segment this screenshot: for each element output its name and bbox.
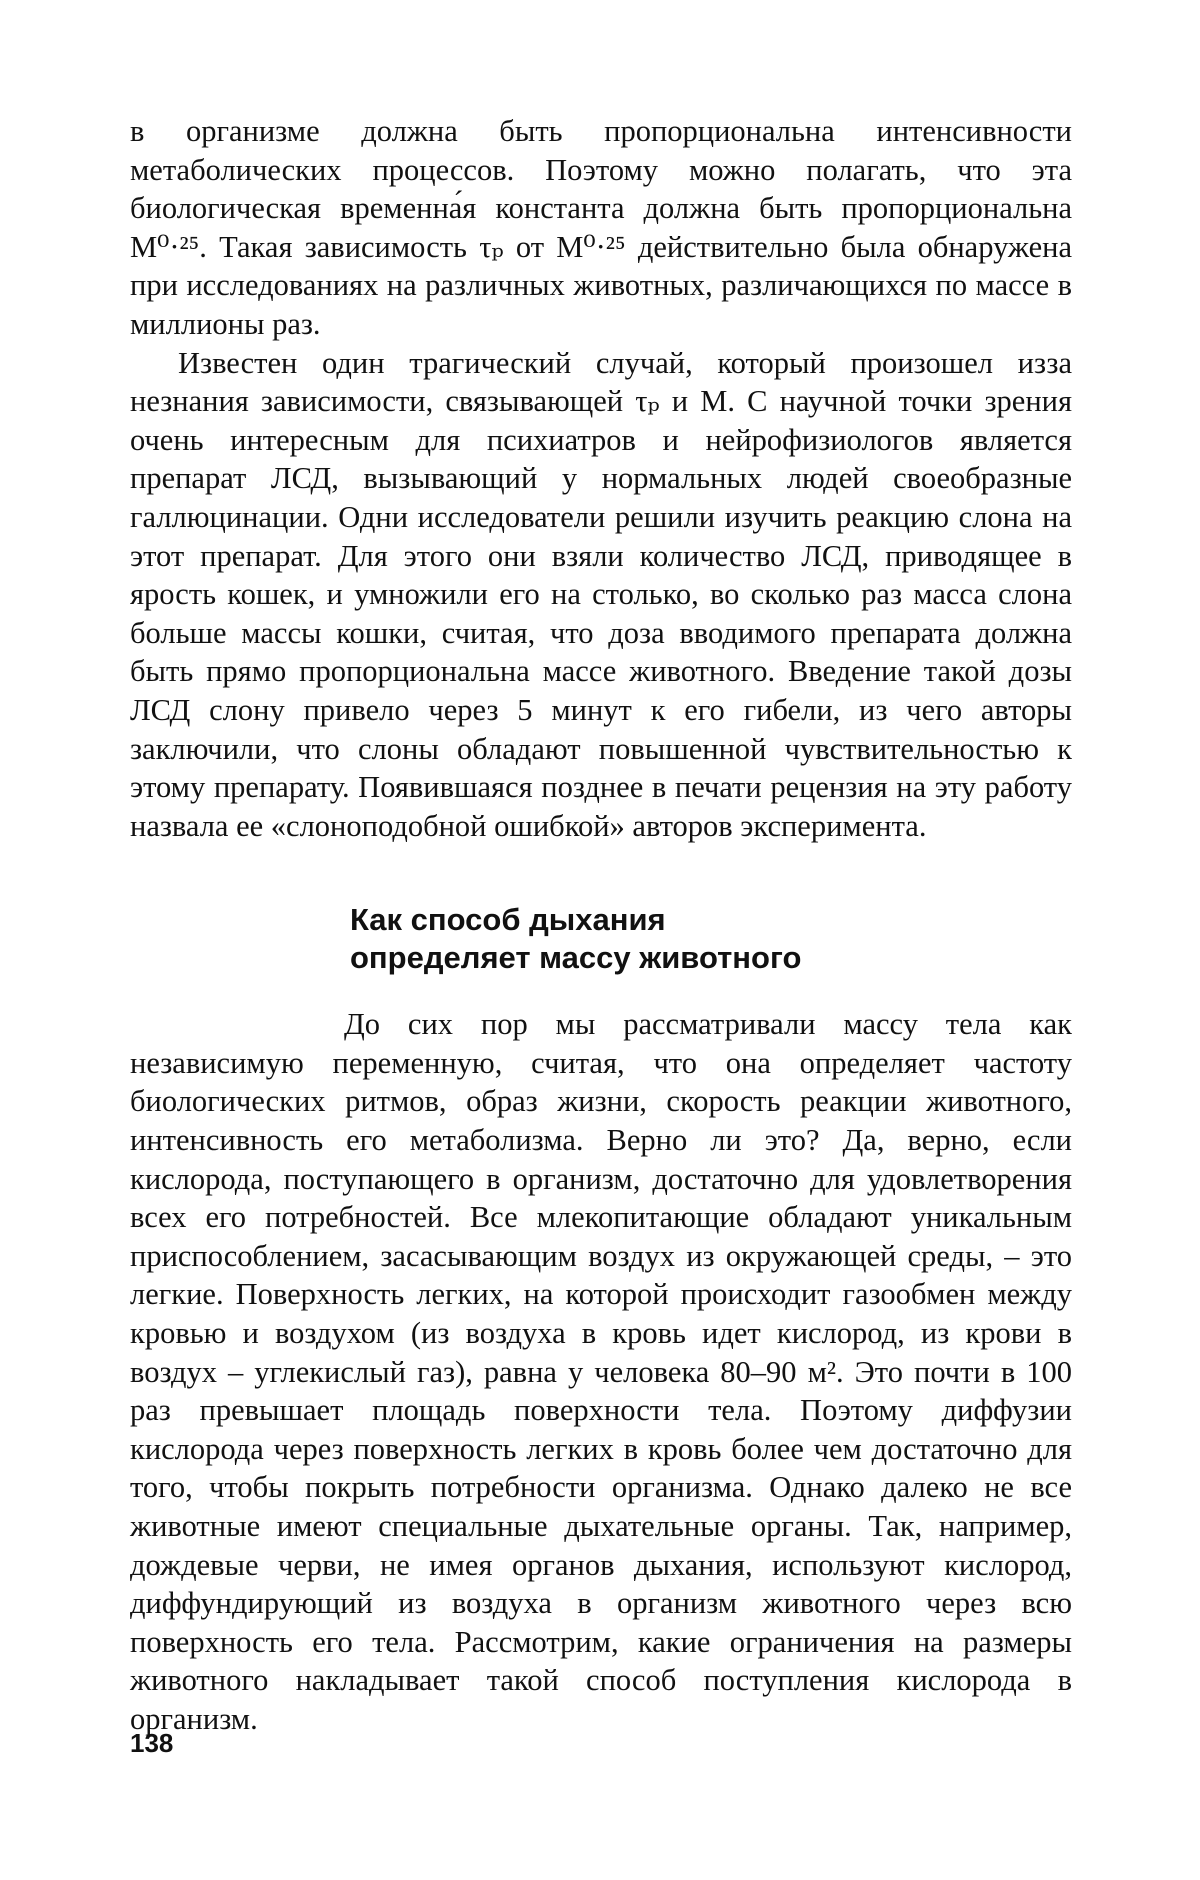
book-page — [130, 112, 1072, 1739]
paragraph-2: Известен один трагический случай, который произошел изза незнания зависимости, связывающей τₚ и M. С научной точки зрения очень интересным для психиатров и нейрофизиологов является препарат ЛСД, вызывающий у нормальных людей своеобразные галлюцинации. Одни исследователи решили изучить реакцию слона на этот препарат. Для этого они взяли количество ЛСД, приводящее в ярость кошек, и умножили его на столько, во сколько раз масса слона больше массы кошки, считая, что доза вводимого препарата должна быть прямо пропорциональна массе животного. Введение такой дозы ЛСД слону привело через 5 минут к его гибели, из чего авторы заключили, что слоны обладают повышенной чувствительностью к этому препарату. Появившаяся позднее в печати рецензия на эту работу назвала ее «слоноподобной ошибкой» авторов эксперимента. — [130, 345, 1072, 843]
section-paragraph-text: До сих пор мы рассматривали массу тела как независимую переменную, считая, что она определяет частоту биологических ритмов, образ жизни, скорость реакции животного, интенсивность его метаболизма. Верно ли это? Да, верно, если кислорода, поступающего в организм, достаточно для удовлетворения всех его потребностей. Все млекопитающие обладают уникальным приспособлением, засасывающим воздух из окружающей среды, – это легкие. Поверхность легких, на которой происходит газообмен между кровью и воздухом (из воздуха в кровь идет кислород, из крови в воздух – углекислый газ), равна у человека 80–90 м². Это почти в 100 раз превышает площадь поверхности тела. Поэтому диффузии кислорода через поверхность легких в кровь более чем достаточно для того, чтобы покрыть потребности организма. Однако далеко не все животные имеют специальные дыхательные органы. Так, например, дождевые черви, не имея органов дыхания, используют кислород, диффундирующий из воздуха в организм животного через всю поверхность его тела. Рассмотрим, какие ограничения на размеры животного накладывает такой способ поступления кислорода в организм. — [130, 1007, 1072, 1736]
section-paragraph — [130, 1005, 1072, 1738]
section-heading-line-1: Как способ дыхания — [350, 902, 666, 938]
section-heading — [130, 901, 1072, 977]
page-number: 138 — [130, 1728, 174, 1758]
paragraph-1: в организме должна быть пропорциональна интенсивности метаболических процессов. Поэтому можно полагать, что эта биологическая временна́я константа должна быть пропорциональна M⁰·²⁵. Такая зависимость τₚ от M⁰·²⁵ действительно была обнаружена при исследованиях на различных животных, различающихся по массе в миллионы раз. — [130, 114, 1072, 341]
section-heading-line-2: определяет массу животного — [350, 940, 802, 976]
